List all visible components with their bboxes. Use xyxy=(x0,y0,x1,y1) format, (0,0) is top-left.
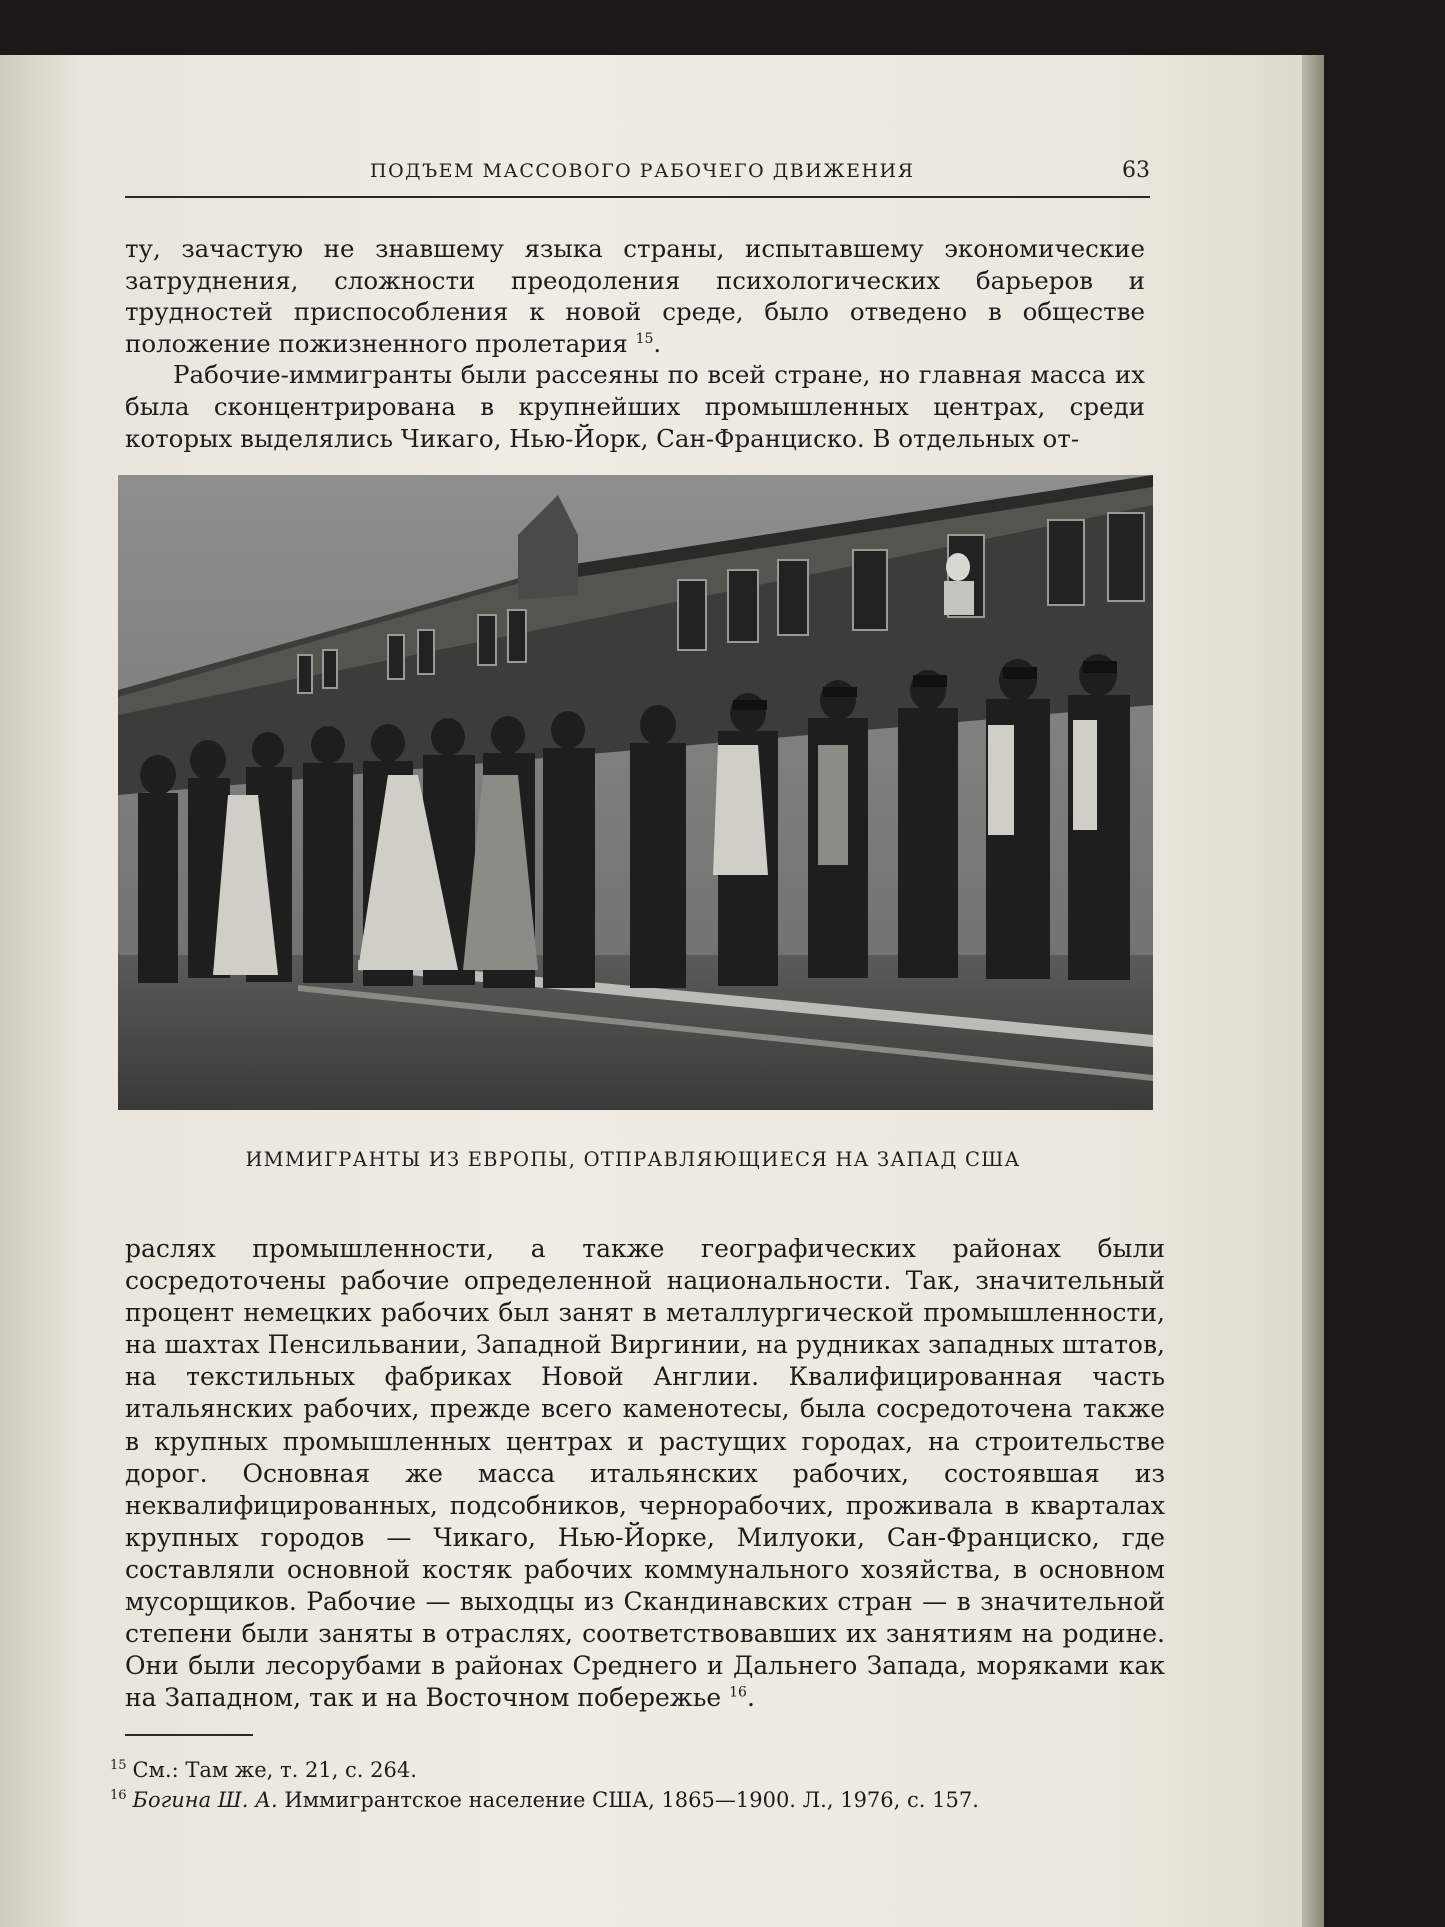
footnote-number: 16 xyxy=(110,1788,127,1803)
footnote-text: Иммигрантское население США, 1865—1900. Л., 1976, с. 157. xyxy=(284,1788,979,1812)
footnote-15 xyxy=(110,1755,979,1785)
footnote-author: Богина Ш. А. xyxy=(132,1788,278,1812)
footnote-16 xyxy=(110,1785,979,1815)
footnote-number: 15 xyxy=(110,1758,127,1773)
text-block-bottom xyxy=(125,1233,1165,1714)
photo-illustration xyxy=(118,475,1153,1110)
running-header xyxy=(125,150,1150,198)
paragraph-end: . xyxy=(653,328,662,358)
page-number: 63 xyxy=(1122,158,1150,183)
footnotes xyxy=(110,1755,979,1815)
paragraph-industries: раслях промышленности, а также географических районах были сосредоточены рабочие определенной национальности. Так, значительный процент немецких рабочих был занят в металлургической промышленности, на шахтах Пенсильвании, Западной Виргинии, на рудниках западных штатов, на текстильных фабриках Новой Англии. Квалифицированная часть итальянских рабочих, прежде всего каменотесы, была сосредоточена также в крупных промышленных центрах и растущих городах, на строительстве дорог. Основная же масса итальянских рабочих, состоявшая из неквалифицированных, подсобников, чернорабочих, проживала в кварталах крупных городов — Чикаго, Нью-Йорке, Милуоки, Сан-Франциско, где составляли основной костяк рабочих коммунального хозяйства, в основном мусорщиков. Рабочие — выходцы из Скандинавских стран — в значительной степени были заняты в отраслях, соответствовавших их занятиям на родине. Они были лесорубами в районах Среднего и Дальнего Запада, моряками как на Западном, так и на Восточном побережье xyxy=(125,1234,1165,1713)
footnote-ref-15: 15 xyxy=(635,330,654,347)
running-title: ПОДЪЕМ МАССОВОГО РАБОЧЕГО ДВИЖЕНИЯ xyxy=(370,160,915,182)
photo-caption: ИММИГРАНТЫ ИЗ ЕВРОПЫ, ОТПРАВЛЯЮЩИЕСЯ НА ЗАПАД США xyxy=(245,1148,1021,1171)
immigrants-photo xyxy=(118,475,1153,1110)
text-block-top xyxy=(125,233,1145,454)
paragraph-text: ту, зачастую не знавшему языка страны, испытавшему экономические затруднения, сложности преодоления психологических барьеров и трудностей приспособления к новой среде, было отведено в обществе положение пожизненного пролетария xyxy=(125,234,1145,358)
footnote-text: См.: Там же, т. 21, с. 264. xyxy=(132,1758,417,1782)
page-edge xyxy=(1302,55,1324,1927)
paragraph-immigrants: Рабочие-иммигранты были рассеяны по всей стране, но главная масса их была сконцентрирована в крупнейших промышленных центрах, среди которых выделялись Чикаго, Нью-Йорк, Сан-Франциско. В отдельных от- xyxy=(125,360,1145,453)
footnote-ref-16: 16 xyxy=(729,1684,747,1701)
paragraph-continued xyxy=(125,233,1145,359)
paragraph-end: . xyxy=(746,1683,755,1713)
footnote-divider xyxy=(125,1734,253,1736)
